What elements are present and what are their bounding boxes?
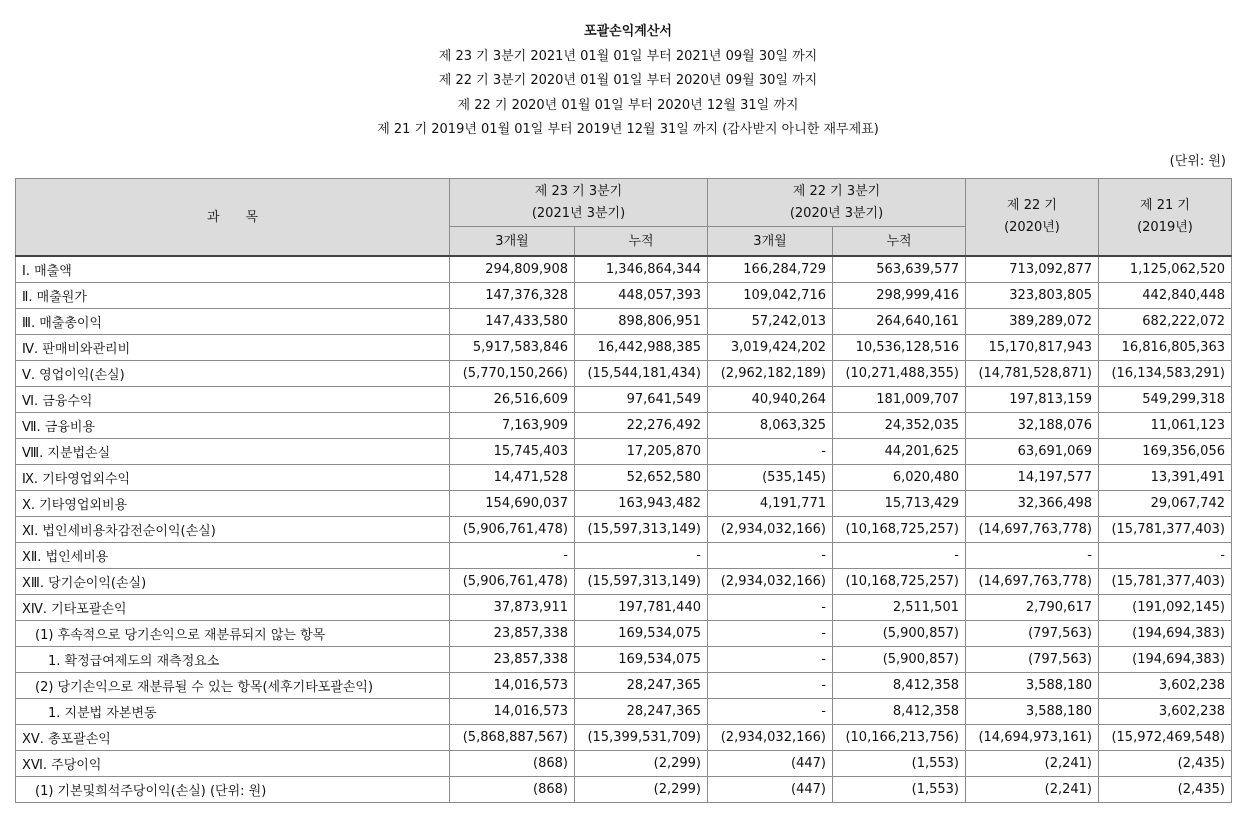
- row-value: (535,145): [708, 465, 833, 491]
- row-value: 63,691,069: [966, 439, 1099, 465]
- header-subject: 과 목: [16, 179, 450, 257]
- row-value: 323,803,805: [966, 283, 1099, 309]
- row-value: 7,163,909: [450, 413, 575, 439]
- row-value: 166,284,729: [708, 256, 833, 283]
- row-value: 147,433,580: [450, 309, 575, 335]
- row-value: 2,790,617: [966, 595, 1099, 621]
- table-row: [16, 361, 1232, 387]
- header-text: (2019년): [1137, 220, 1193, 235]
- row-value: (797,563): [966, 621, 1099, 647]
- row-label: Ⅳ. 판매비와관리비: [16, 335, 450, 361]
- period-line: 제 22 기 2020년 01월 01일 부터 2020년 12월 31일 까지: [457, 97, 799, 113]
- row-value: (2,299): [575, 777, 708, 803]
- row-value: (15,597,313,149): [575, 517, 708, 543]
- subheader-3-months: 3개월: [708, 227, 833, 257]
- table-row: [16, 595, 1232, 621]
- row-value: 898,806,951: [575, 309, 708, 335]
- row-label: ⅩⅢ. 당기순이익(손실): [16, 569, 450, 595]
- row-value: (5,900,857): [833, 647, 966, 673]
- row-value: 29,067,742: [1099, 491, 1232, 517]
- row-value: 23,857,338: [450, 647, 575, 673]
- row-label: Ⅸ. 기타영업외수익: [16, 465, 450, 491]
- row-value: 10,536,128,516: [833, 335, 966, 361]
- header-text: (2020년 3분기): [789, 205, 884, 221]
- subheader-3-months: 3개월: [450, 227, 575, 257]
- row-value: (5,868,887,567): [450, 725, 575, 751]
- row-value: -: [1099, 543, 1232, 569]
- row-value: 14,197,577: [966, 465, 1099, 491]
- row-value: 264,640,161: [833, 309, 966, 335]
- row-value: (15,781,377,403): [1099, 517, 1232, 543]
- table-row: [16, 256, 1232, 283]
- header-period-23-q3: [450, 179, 708, 227]
- row-value: 3,019,424,202: [708, 335, 833, 361]
- row-value: 448,057,393: [575, 283, 708, 309]
- row-label: Ⅱ. 매출원가: [16, 283, 450, 309]
- row-value: (15,972,469,548): [1099, 725, 1232, 751]
- row-value: -: [708, 595, 833, 621]
- row-value: (2,435): [1099, 777, 1232, 803]
- row-value: 3,588,180: [966, 673, 1099, 699]
- row-value: 5,917,583,846: [450, 335, 575, 361]
- unit-label: (단위: 원): [1169, 154, 1226, 169]
- row-value: -: [450, 543, 575, 569]
- row-value: (194,694,383): [1099, 647, 1232, 673]
- row-label: ⅩⅣ. 기타포괄손익: [16, 595, 450, 621]
- period-line: 제 22 기 3분기 2020년 01월 01일 부터 2020년 09월 30일 까지: [438, 73, 818, 88]
- row-value: 8,063,325: [708, 413, 833, 439]
- row-value: -: [966, 543, 1099, 569]
- row-value: (797,563): [966, 647, 1099, 673]
- header-period-22-q3: [708, 179, 966, 227]
- table-row: [16, 335, 1232, 361]
- header-text: 제 22 기 3분기: [792, 183, 881, 199]
- row-value: (5,906,761,478): [450, 569, 575, 595]
- table-row: [16, 491, 1232, 517]
- row-label: ⅩⅥ. 주당이익: [16, 751, 450, 777]
- statement-header: [0, 20, 1256, 143]
- row-value: 549,299,318: [1099, 387, 1232, 413]
- income-statement-table: [15, 178, 1232, 803]
- row-value: 3,602,238: [1099, 673, 1232, 699]
- row-value: 37,873,911: [450, 595, 575, 621]
- row-value: 3,588,180: [966, 699, 1099, 725]
- row-label: (1) 기본및희석주당이익(손실) (단위: 원): [16, 777, 450, 803]
- row-value: (2,934,032,166): [708, 725, 833, 751]
- table-row: [16, 777, 1232, 803]
- row-value: (14,694,973,161): [966, 725, 1099, 751]
- row-value: (10,168,725,257): [833, 517, 966, 543]
- header-text: (2021년 3분기): [531, 205, 626, 221]
- row-value: 32,366,498: [966, 491, 1099, 517]
- row-value: (10,166,213,756): [833, 725, 966, 751]
- row-value: 32,188,076: [966, 413, 1099, 439]
- row-value: 713,092,877: [966, 256, 1099, 283]
- row-value: 15,713,429: [833, 491, 966, 517]
- row-value: -: [708, 673, 833, 699]
- row-value: 14,016,573: [450, 699, 575, 725]
- row-value: 11,061,123: [1099, 413, 1232, 439]
- row-label: Ⅶ. 금융비용: [16, 413, 450, 439]
- row-value: 57,242,013: [708, 309, 833, 335]
- table-row: [16, 725, 1232, 751]
- row-value: 16,442,988,385: [575, 335, 708, 361]
- table-row: [16, 439, 1232, 465]
- row-value: 13,391,491: [1099, 465, 1232, 491]
- row-value: -: [708, 699, 833, 725]
- row-value: (2,241): [966, 751, 1099, 777]
- row-value: (2,962,182,189): [708, 361, 833, 387]
- row-value: 169,534,075: [575, 647, 708, 673]
- row-value: (191,092,145): [1099, 595, 1232, 621]
- row-value: 4,191,771: [708, 491, 833, 517]
- row-value: (5,906,761,478): [450, 517, 575, 543]
- table-row: [16, 465, 1232, 491]
- table-row: [16, 309, 1232, 335]
- row-value: (2,241): [966, 777, 1099, 803]
- row-value: 8,412,358: [833, 673, 966, 699]
- table-row: [16, 673, 1232, 699]
- row-value: 169,534,075: [575, 621, 708, 647]
- row-label: (2) 당기손익으로 재분류될 수 있는 항목(세후기타포괄손익): [16, 673, 450, 699]
- row-value: 23,857,338: [450, 621, 575, 647]
- row-value: (15,544,181,434): [575, 361, 708, 387]
- row-value: 6,020,480: [833, 465, 966, 491]
- row-value: (14,781,528,871): [966, 361, 1099, 387]
- row-value: (2,435): [1099, 751, 1232, 777]
- row-value: 197,813,159: [966, 387, 1099, 413]
- row-value: 294,809,908: [450, 256, 575, 283]
- row-value: 28,247,365: [575, 673, 708, 699]
- row-value: 682,222,072: [1099, 309, 1232, 335]
- row-label: (1) 후속적으로 당기손익으로 재분류되지 않는 항목: [16, 621, 450, 647]
- row-value: 17,205,870: [575, 439, 708, 465]
- statement-title: 포괄손익계산서: [584, 24, 672, 39]
- row-value: 181,009,707: [833, 387, 966, 413]
- table-row: [16, 413, 1232, 439]
- row-value: 298,999,416: [833, 283, 966, 309]
- row-value: 15,170,817,943: [966, 335, 1099, 361]
- row-value: 154,690,037: [450, 491, 575, 517]
- row-value: 3,602,238: [1099, 699, 1232, 725]
- row-value: 109,042,716: [708, 283, 833, 309]
- row-value: 197,781,440: [575, 595, 708, 621]
- row-value: (2,299): [575, 751, 708, 777]
- row-value: 16,816,805,363: [1099, 335, 1232, 361]
- row-value: (5,900,857): [833, 621, 966, 647]
- row-value: 8,412,358: [833, 699, 966, 725]
- row-value: (2,934,032,166): [708, 517, 833, 543]
- row-label: ⅩⅡ. 법인세비용: [16, 543, 450, 569]
- row-value: -: [708, 543, 833, 569]
- row-label: ⅩⅤ. 총포괄손익: [16, 725, 450, 751]
- table-row: [16, 621, 1232, 647]
- row-value: 52,652,580: [575, 465, 708, 491]
- row-value: -: [833, 543, 966, 569]
- row-label: Ⅺ. 법인세비용차감전순이익(손실): [16, 517, 450, 543]
- row-value: 2,511,501: [833, 595, 966, 621]
- row-label: 1. 확정급여제도의 재측정요소: [16, 647, 450, 673]
- row-value: 24,352,035: [833, 413, 966, 439]
- row-value: -: [708, 647, 833, 673]
- row-value: (1,553): [833, 751, 966, 777]
- row-value: (15,399,531,709): [575, 725, 708, 751]
- row-value: 14,016,573: [450, 673, 575, 699]
- table-row: [16, 699, 1232, 725]
- table-row: [16, 517, 1232, 543]
- row-value: (447): [708, 751, 833, 777]
- row-value: -: [708, 439, 833, 465]
- row-label: Ⅲ. 매출총이익: [16, 309, 450, 335]
- row-label: Ⅰ. 매출액: [16, 256, 450, 283]
- row-value: 26,516,609: [450, 387, 575, 413]
- table-row: [16, 569, 1232, 595]
- row-value: 40,940,264: [708, 387, 833, 413]
- row-value: 442,840,448: [1099, 283, 1232, 309]
- period-line: 제 23 기 3분기 2021년 01월 01일 부터 2021년 09월 30일 까지: [438, 48, 818, 64]
- table-row: [16, 283, 1232, 309]
- row-value: 97,641,549: [575, 387, 708, 413]
- row-value: 169,356,056: [1099, 439, 1232, 465]
- period-line: 제 21 기 2019년 01월 01일 부터 2019년 12월 31일 까지 (감사받지 아니한 재무제표): [377, 122, 879, 137]
- row-value: -: [575, 543, 708, 569]
- row-value: 22,276,492: [575, 413, 708, 439]
- row-label: 1. 지분법 자본변동: [16, 699, 450, 725]
- table-row: [16, 387, 1232, 413]
- row-label: Ⅹ. 기타영업외비용: [16, 491, 450, 517]
- row-label: Ⅴ. 영업이익(손실): [16, 361, 450, 387]
- row-value: (10,168,725,257): [833, 569, 966, 595]
- row-value: (868): [450, 777, 575, 803]
- row-value: -: [708, 621, 833, 647]
- row-value: (16,134,583,291): [1099, 361, 1232, 387]
- header-text: (2020년): [1004, 220, 1060, 235]
- row-value: 1,346,864,344: [575, 256, 708, 283]
- row-label: Ⅷ. 지분법손실: [16, 439, 450, 465]
- row-value: (868): [450, 751, 575, 777]
- row-value: 389,289,072: [966, 309, 1099, 335]
- row-value: (10,271,488,355): [833, 361, 966, 387]
- table-row: [16, 647, 1232, 673]
- row-value: 44,201,625: [833, 439, 966, 465]
- row-value: 563,639,577: [833, 256, 966, 283]
- subheader-cumulative: 누적: [833, 227, 966, 257]
- table-row: [16, 751, 1232, 777]
- table-body: [16, 256, 1232, 803]
- row-value: 14,471,528: [450, 465, 575, 491]
- header-period-21: [1099, 179, 1232, 257]
- header-period-22: [966, 179, 1099, 257]
- subheader-cumulative: 누적: [575, 227, 708, 257]
- row-value: 15,745,403: [450, 439, 575, 465]
- row-value: (14,697,763,778): [966, 517, 1099, 543]
- row-value: (1,553): [833, 777, 966, 803]
- row-value: (5,770,150,266): [450, 361, 575, 387]
- table-row: [16, 543, 1232, 569]
- row-value: 28,247,365: [575, 699, 708, 725]
- row-value: (447): [708, 777, 833, 803]
- header-text: 제 21 기: [1140, 198, 1190, 213]
- row-value: (194,694,383): [1099, 621, 1232, 647]
- row-value: (2,934,032,166): [708, 569, 833, 595]
- row-value: 163,943,482: [575, 491, 708, 517]
- header-text: 제 22 기: [1007, 198, 1057, 213]
- row-value: 147,376,328: [450, 283, 575, 309]
- row-label: Ⅵ. 금융수익: [16, 387, 450, 413]
- row-value: (14,697,763,778): [966, 569, 1099, 595]
- row-value: 1,125,062,520: [1099, 256, 1232, 283]
- header-text: 제 23 기 3분기: [534, 183, 623, 199]
- row-value: (15,781,377,403): [1099, 569, 1232, 595]
- row-value: (15,597,313,149): [575, 569, 708, 595]
